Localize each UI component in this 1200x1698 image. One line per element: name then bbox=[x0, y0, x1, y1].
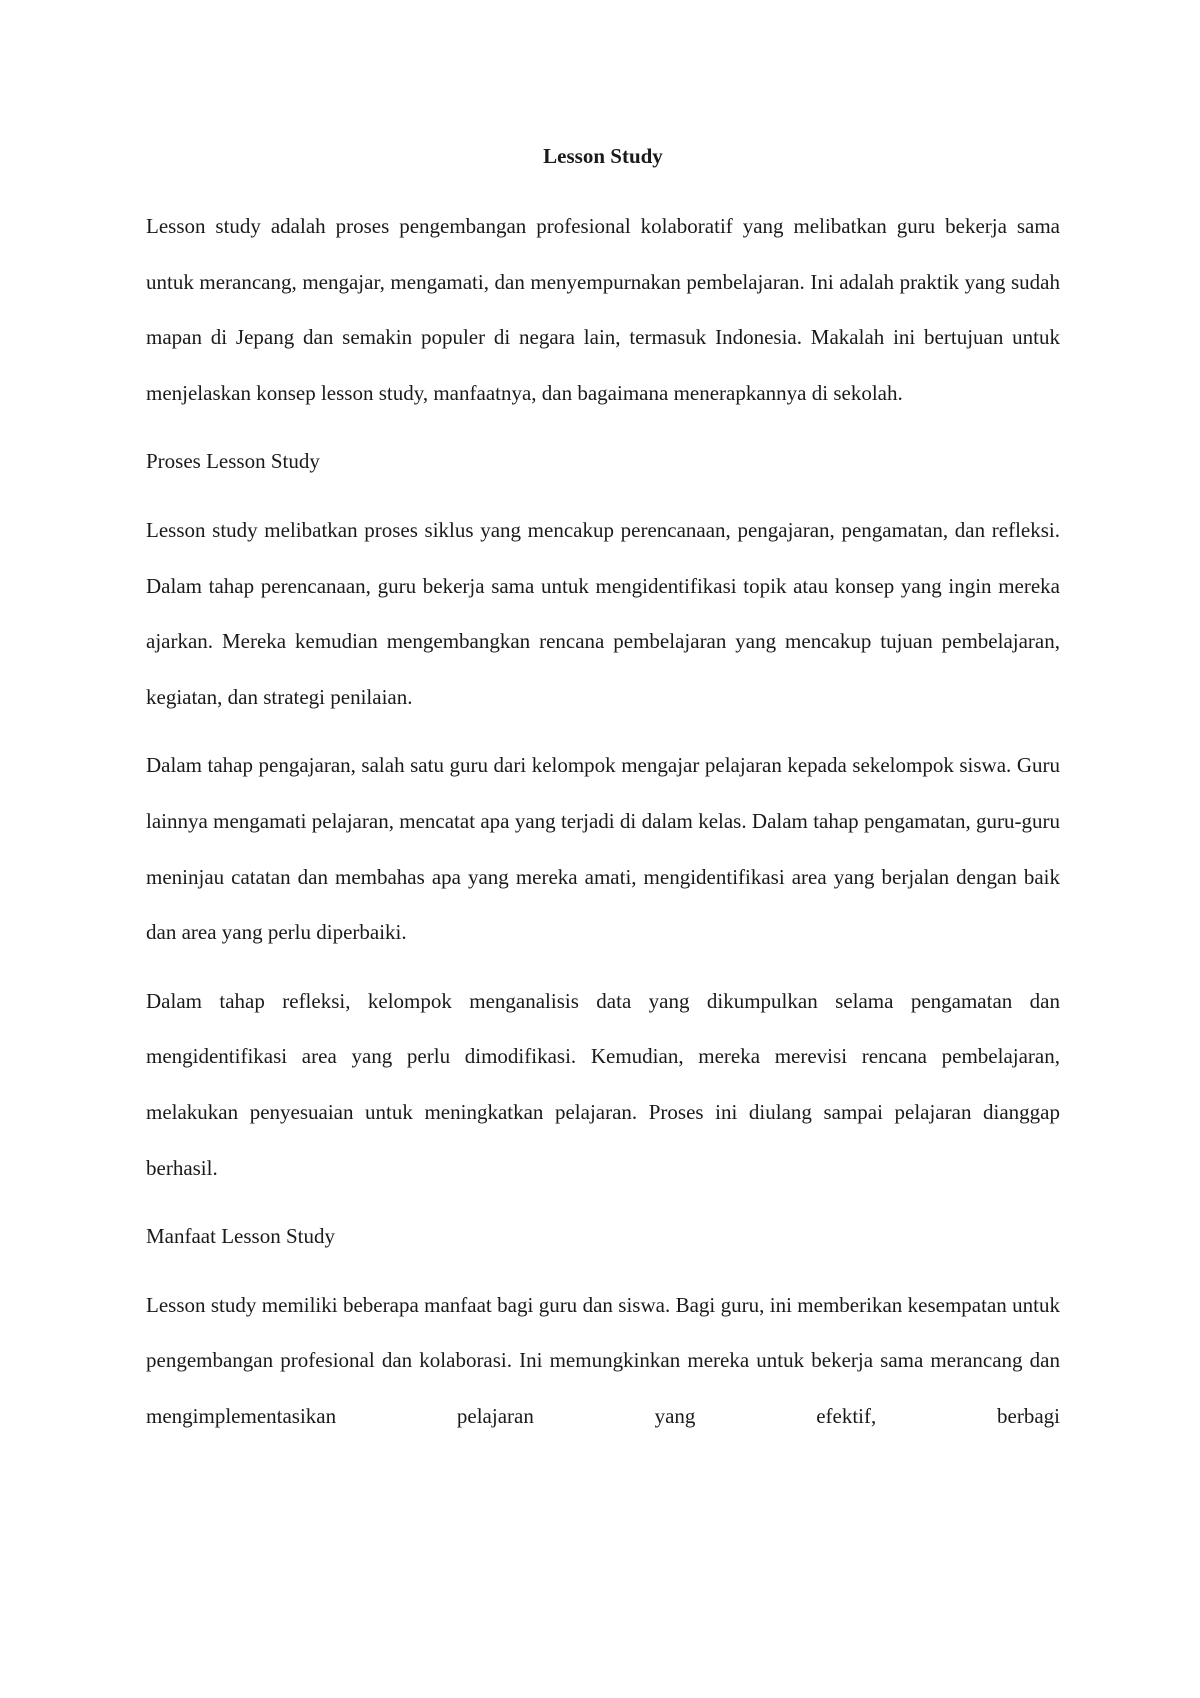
document-title: Lesson Study bbox=[543, 144, 663, 168]
paragraph-manfaat: Lesson study memiliki beberapa manfaat bagi guru dan siswa. Bagi guru, ini memberikan kesempatan untuk pengembangan profesional dan kolaborasi. Ini memungkinkan mereka untuk bekerja sama merancang dan mengimplementasikan pelajaran yang efektif, berbagi bbox=[146, 1292, 1060, 1428]
document-body bbox=[146, 142, 1060, 1457]
paragraph-intro: Lesson study adalah proses pengembangan profesional kolaboratif yang melibatkan guru bekerja sama untuk merancang, mengajar, mengamati, dan menyempurnakan pembelajaran. Ini adalah praktik yang sudah mapan di Jepang dan semakin populer di negara lain, termasuk Indonesia. Makalah ini bertujuan untuk menjelaskan konsep lesson study, manfaatnya, dan bagaimana menerapkannya di sekolah. bbox=[146, 214, 1060, 405]
paragraph-tahap-refleksi: Dalam tahap refleksi, kelompok menganalisis data yang dikumpulkan selama pengamatan dan mengidentifikasi area yang perlu dimodifikasi. Kemudian, mereka merevisi rencana pembelajaran, melakukan penyesuaian untuk meningkatkan pelajaran. Proses ini diulang sampai pelajaran dianggap berhasil. bbox=[146, 988, 1060, 1180]
paragraph-proses-siklus: Lesson study melibatkan proses siklus yang mencakup perencanaan, pengajaran, pengamatan, dan refleksi. Dalam tahap perencanaan, guru bekerja sama untuk mengidentifikasi topik atau konsep yang ingin mereka ajarkan. Mereka kemudian mengembangkan rencana pembelajaran yang mencakup tujuan pembelajaran, kegiatan, dan strategi penilaian. bbox=[146, 517, 1060, 709]
paragraph-tahap-pengajaran: Dalam tahap pengajaran, salah satu guru dari kelompok mengajar pelajaran kepada sekelompok siswa. Guru lainnya mengamati pelajaran, mencatat apa yang terjadi di dalam kelas. Dalam tahap pengamatan, guru-guru meninjau catatan dan membahas apa yang mereka amati, mengidentifikasi area yang berjalan dengan baik dan area yang perlu diperbaiki. bbox=[146, 753, 1060, 945]
section-heading-manfaat: Manfaat Lesson Study bbox=[146, 1224, 335, 1249]
section-heading-proses: Proses Lesson Study bbox=[146, 449, 320, 474]
